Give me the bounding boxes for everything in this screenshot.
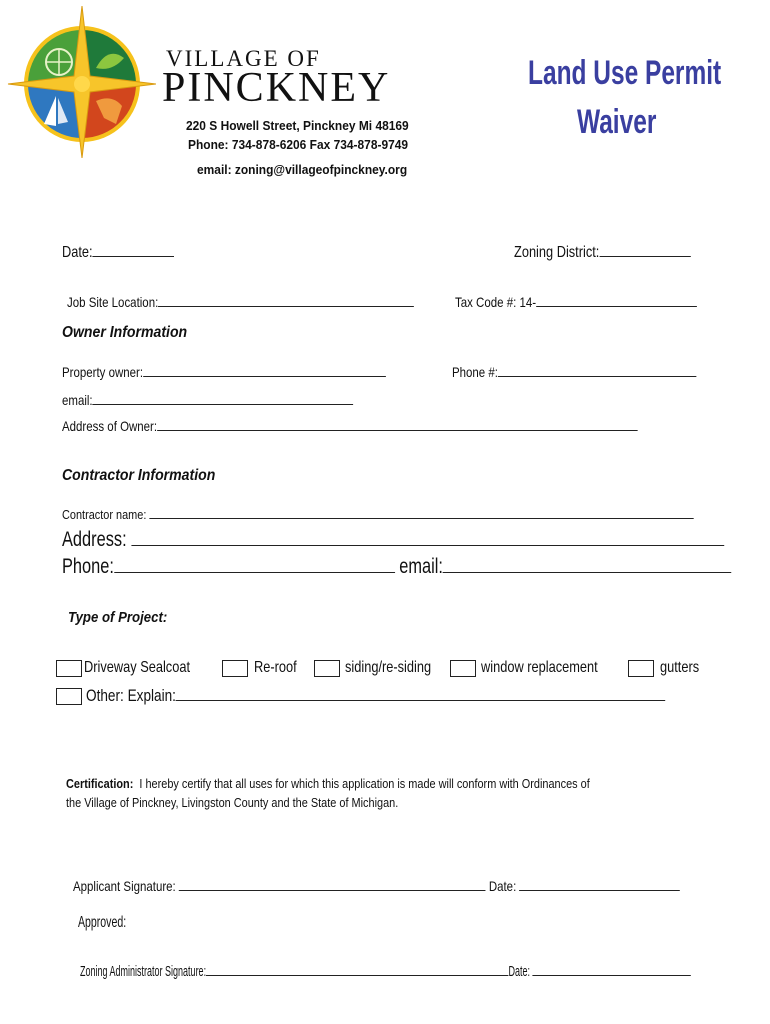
approved-label: Approved: — [78, 914, 127, 931]
date-label: Date: — [62, 244, 93, 261]
form-title-line1: Land Use Permit — [528, 54, 722, 92]
option-driveway-sealcoat-label: Driveway Sealcoat — [84, 659, 190, 676]
village-name: PINCKNEY — [162, 65, 391, 111]
contractor-name-label: Contractor name: — [62, 507, 147, 522]
other-explain-label: Other: Explain: — [86, 686, 176, 705]
checkbox-siding[interactable] — [314, 660, 340, 677]
job-site-label: Job Site Location: — [67, 294, 159, 310]
village-email: email: zoning@villageofpinckney.org — [197, 162, 408, 177]
contractor-address-label: Address: — [62, 528, 127, 551]
form-title-line2: Waiver — [577, 103, 657, 141]
checkbox-window-replacement[interactable] — [450, 660, 476, 677]
owner-section-heading: Owner Information — [62, 324, 188, 341]
tax-code-field[interactable] — [455, 294, 697, 310]
applicant-signature-label: Applicant Signature: — [73, 878, 176, 894]
contractor-section-heading: Contractor Information — [62, 467, 216, 484]
option-re-roof-label: Re-roof — [254, 659, 297, 676]
zoning-district-field[interactable] — [514, 244, 691, 262]
owner-email-label: email: — [62, 392, 93, 408]
option-window-replacement-label: window replacement — [481, 659, 598, 676]
checkbox-re-roof[interactable] — [222, 660, 248, 677]
contractor-phone-label: Phone: — [62, 555, 114, 578]
project-type-heading: Type of Project: — [68, 609, 168, 626]
contractor-name-field[interactable] — [62, 507, 694, 522]
village-phone-fax: Phone: 734-878-6206 Fax 734-878-9749 — [188, 137, 409, 152]
certification-label: Certification: — [66, 776, 134, 791]
property-owner-field[interactable] — [62, 364, 386, 380]
property-owner-label: Property owner: — [62, 364, 144, 380]
owner-address-label: Address of Owner: — [62, 418, 158, 434]
owner-email-field[interactable] — [62, 392, 353, 408]
zoning-admin-signature-field[interactable] — [80, 963, 691, 980]
contractor-phone-field[interactable] — [62, 555, 732, 579]
zoning-admin-signature-label: Zoning Administrator Signature: — [80, 963, 207, 980]
village-of-label: VILLAGE OF — [166, 46, 321, 71]
checkbox-gutters[interactable] — [628, 660, 654, 677]
contractor-address-field[interactable] — [62, 528, 724, 552]
certification-text1: I hereby certify that all uses for which this application is made will conform with Ordinances of — [139, 776, 590, 791]
certification-text2: the Village of Pinckney, Livingston County and the State of Michigan. — [66, 795, 399, 810]
village-address: 220 S Howell Street, Pinckney Mi 48169 — [186, 118, 409, 133]
option-siding-label: siding/re-siding — [345, 659, 432, 676]
owner-phone-field[interactable] — [452, 364, 696, 380]
village-logo — [4, 6, 156, 158]
checkbox-driveway-sealcoat[interactable] — [56, 660, 82, 677]
job-site-field[interactable] — [67, 294, 414, 310]
owner-address-field[interactable] — [62, 418, 638, 434]
contractor-email-label: email: — [399, 555, 443, 578]
option-gutters-label: gutters — [660, 659, 700, 676]
certification-text-line1 — [66, 776, 590, 791]
tax-code-label: Tax Code #: 14- — [455, 294, 537, 310]
zoning-district-label: Zoning District: — [514, 244, 600, 261]
applicant-date-label: Date: — [488, 878, 517, 894]
date-field[interactable] — [62, 244, 174, 262]
zoning-admin-date-label: Date: — [508, 963, 530, 980]
checkbox-other[interactable] — [56, 688, 82, 705]
other-explain-field[interactable] — [86, 686, 666, 706]
owner-phone-label: Phone #: — [452, 364, 498, 380]
applicant-signature-field[interactable] — [73, 878, 680, 894]
